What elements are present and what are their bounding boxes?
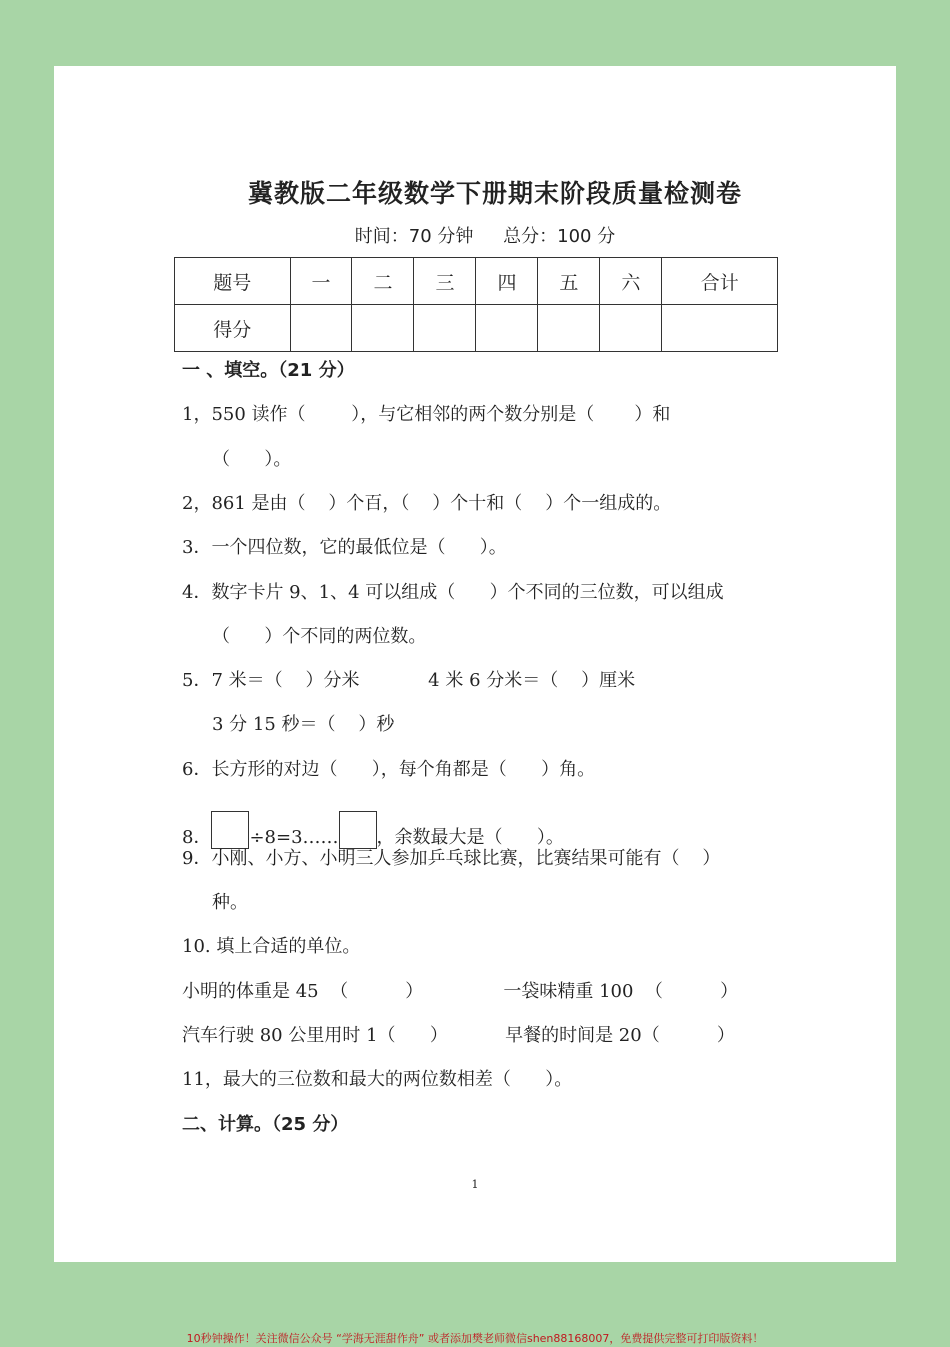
- score-cell[interactable]: [352, 305, 414, 352]
- question-1-cont: （ ）。: [212, 449, 292, 470]
- score-cell[interactable]: [414, 305, 476, 352]
- question-10: 10. 填上合适的单位。: [182, 936, 361, 957]
- exam-title: 冀教版二年级数学下册期末阶段质量检测卷: [247, 179, 742, 208]
- question-8-end: ，余数最大是（ ）。: [376, 827, 564, 848]
- answer-box[interactable]: [211, 811, 249, 849]
- score-header-cell: 二: [352, 258, 414, 305]
- score-table-score-row: [175, 305, 778, 352]
- question-5-cont: 3 分 15 秒＝（ ）秒: [212, 714, 395, 735]
- question-9: 9．小刚、小方、小明三人参加乒乓球比赛，比赛结果可能有（ ）: [182, 848, 721, 869]
- exam-time: 时间：70 分钟: [354, 226, 474, 247]
- question-3: 3．一个四位数，它的最低位是（ ）。: [182, 537, 507, 558]
- question-10-row-1: 小明的体重是 45 （ ） 一袋味精重 100 （ ）: [182, 981, 739, 1002]
- exam-subtitle: [54, 222, 896, 248]
- question-5: 5．7 米＝（ ）分米 4 米 6 分米＝（ ）厘米: [182, 670, 636, 691]
- exam-paper: [54, 66, 896, 1262]
- score-header-cell: 四: [476, 258, 538, 305]
- score-row-label: 得分: [175, 305, 291, 352]
- promo-footer: 10秒钟操作！关注微信公众号 “学海无涯甜作舟” 或者添加樊老师微信shen88168007，免费提供完整可打印版资料！: [186, 1332, 764, 1345]
- score-cell[interactable]: [662, 305, 778, 352]
- question-4-cont: （ ）个不同的两位数。: [212, 626, 427, 647]
- question-4: 4．数字卡片 9、1、4 可以组成（ ）个不同的三位数，可以组成: [182, 582, 724, 603]
- question-9-cont: 种。: [212, 892, 248, 913]
- score-header-cell: 合计: [662, 258, 778, 305]
- page-number: 1: [471, 1178, 479, 1191]
- score-table: [174, 257, 778, 352]
- question-11: 11，最大的三位数和最大的两位数相差（ ）。: [182, 1069, 573, 1090]
- score-cell[interactable]: [476, 305, 538, 352]
- exam-total: 总分：100 分: [503, 226, 616, 247]
- score-header-cell: 五: [538, 258, 600, 305]
- score-cell[interactable]: [538, 305, 600, 352]
- question-8-number: 8．: [182, 827, 212, 848]
- score-cell[interactable]: [600, 305, 662, 352]
- score-header-cell: 题号: [175, 258, 291, 305]
- answer-box[interactable]: [339, 811, 377, 849]
- score-header-cell: 六: [600, 258, 662, 305]
- section-1-heading: 一 、填空。（21 分）: [182, 360, 355, 381]
- section-2-heading: 二、计算。（25 分）: [182, 1114, 349, 1135]
- question-8-middle: ÷8=3……: [249, 827, 339, 848]
- score-cell[interactable]: [290, 305, 352, 352]
- score-header-cell: 三: [414, 258, 476, 305]
- question-10-row-2: 汽车行驶 80 公里用时 1（ ） 早餐的时间是 20（ ）: [182, 1025, 735, 1046]
- question-8: [182, 811, 564, 850]
- question-6: 6．长方形的对边（ ），每个角都是（ ）角。: [182, 759, 596, 780]
- score-header-cell: 一: [290, 258, 352, 305]
- score-table-header-row: [175, 258, 778, 305]
- question-2: 2，861 是由（ ）个百，（ ）个十和（ ）个一组成的。: [182, 493, 672, 514]
- question-1: 1，550 读作（ ），与它相邻的两个数分别是（ ）和: [182, 404, 671, 425]
